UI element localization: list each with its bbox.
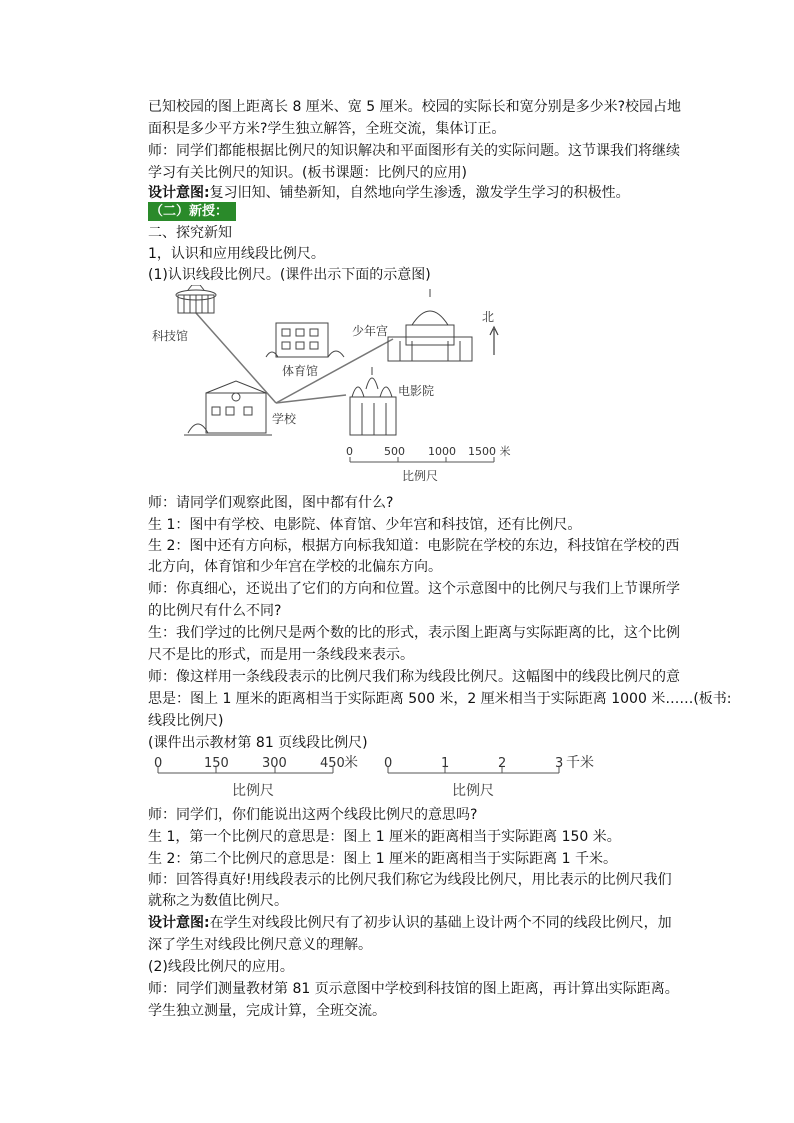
dialogue-line: 生 2：第二个比例尺的意思是：图上 1 厘米的距离相当于实际距离 1 千米。 — [148, 851, 617, 867]
design-intent-text: 在学生对线段比例尺有了初步认识的基础上设计两个不同的线段比例尺，加 — [209, 915, 672, 931]
map-scale-tick: 500 — [384, 445, 405, 458]
scale-two-tick: 3 — [555, 756, 564, 771]
dialogue-line: 师：同学们测量教材第 81 页示意图中学校到科技馆的图上距离，再计算出实际距离。 — [148, 981, 679, 997]
dialogue-line: 生 1：图中有学校、电影院、体育馆、少年宫和科技馆，还有比例尺。 — [148, 517, 582, 533]
map-scale-tick: 1000 — [428, 445, 456, 458]
scale-two-caption: 比例尺 — [452, 783, 494, 799]
science-museum-icon — [176, 285, 216, 313]
scale-one-tick: 0 — [154, 756, 163, 771]
design-intent-text: 复习旧知、铺垫新知，自然地向学生渗透，激发学生学习的积极性。 — [209, 185, 630, 201]
label-shaonian: 少年宫 — [352, 324, 389, 338]
section-heading: 二、探究新知 — [148, 225, 232, 241]
map-scale-tick: 1500 米 — [468, 445, 511, 458]
design-intent-line — [148, 912, 676, 934]
subsection-heading: 1，认识和应用线段比例尺。 — [148, 246, 325, 262]
scale-two-unit: 千米 — [566, 755, 594, 771]
text-line: 学习有关比例尺的知识。(板书课题：比例尺的应用) — [148, 165, 467, 181]
dialogue-line: 尺不是比的形式，而是用一条线段来表示。 — [148, 647, 414, 663]
dialogue-line: 生 2：图中还有方向标，根据方向标我知道：电影院在学校的东边，科技馆在学校的西 — [148, 538, 680, 554]
dialogue-line: 思是：图上 1 厘米的距离相当于实际距离 500 米，2 厘米相当于实际距离 1000 米……(板书: — [148, 691, 732, 707]
design-intent-label: 设计意图: — [148, 915, 210, 931]
scale-one-tick: 150 — [204, 756, 229, 771]
design-intent-label: 设计意图: — [148, 185, 210, 201]
map-illustration — [148, 285, 528, 485]
label-dianying: 电影院 — [398, 384, 435, 398]
text-line: 深了学生对线段比例尺意义的理解。 — [148, 937, 372, 953]
line-scales — [148, 753, 618, 803]
scale-one-tick: 450 — [320, 756, 345, 771]
dialogue-line: 师：像这样用一条线段表示的比例尺我们称为线段比例尺。这幅图中的线段比例尺的意 — [148, 669, 680, 685]
design-intent-line — [148, 182, 676, 204]
scale-one-caption: 比例尺 — [232, 783, 274, 799]
subsection-heading: (2)线段比例尺的应用。 — [148, 959, 294, 975]
scale-one — [158, 767, 333, 773]
dialogue-line: 师：回答得真好!用线段表示的比例尺我们称它为线段比例尺，用比表示的比例尺我们 — [148, 872, 672, 888]
dialogue-line: 的比例尺有什么不同? — [148, 603, 282, 619]
dialogue-line: 师：你真细心，还说出了它们的方向和位置。这个示意图中的比例尺与我们上节课所学 — [148, 581, 680, 597]
dialogue-line: 就称之为数值比例尺。 — [148, 893, 288, 909]
dialogue-line: 师：请同学们观察此图，图中都有什么? — [148, 495, 394, 511]
label-keji: 科技馆 — [152, 329, 189, 343]
north-arrow-icon — [490, 327, 498, 355]
section-tag: （二）新授： — [148, 202, 236, 221]
scale-two — [388, 767, 559, 773]
gym-icon — [266, 323, 344, 357]
cinema-icon — [350, 367, 396, 435]
dialogue-line: 生：我们学过的比例尺是两个数的比的形式，表示图上距离与实际距离的比，这个比例 — [148, 625, 680, 641]
text-line: 面积是多少平方米?学生独立解答，全班交流，集体订正。 — [148, 121, 506, 137]
dialogue-line: 北方向，体育馆和少年宫在学校的北偏东方向。 — [148, 559, 442, 575]
text-line: 师：同学们都能根据比例尺的知识解决和平面图形有关的实际问题。这节课我们将继续 — [148, 143, 680, 159]
text-line: 已知校园的图上距离长 8 厘米、宽 5 厘米。校园的实际长和宽分别是多少米?校园占地 — [148, 99, 682, 115]
dialogue-line: 生 1，第一个比例尺的意思是：图上 1 厘米的距离相当于实际距离 150 米。 — [148, 829, 621, 845]
map-scale-tick: 0 — [346, 445, 353, 458]
subsection-heading: (1)认识线段比例尺。(课件出示下面的示意图) — [148, 267, 431, 283]
scale-one-unit: 米 — [344, 755, 358, 771]
youth-palace-icon — [388, 289, 472, 361]
school-icon — [184, 381, 272, 435]
label-north: 北 — [482, 310, 495, 324]
dialogue-line: 线段比例尺) — [148, 713, 224, 729]
scale-two-tick: 2 — [498, 756, 507, 771]
map-scale-caption: 比例尺 — [402, 469, 439, 483]
scale-one-tick: 300 — [262, 756, 287, 771]
dialogue-line: 师：同学们，你们能说出这两个线段比例尺的意思吗? — [148, 807, 478, 823]
scale-two-tick: 0 — [384, 756, 393, 771]
scale-two-tick: 1 — [441, 756, 450, 771]
dialogue-line: 学生独立测量，完成计算，全班交流。 — [148, 1003, 386, 1019]
label-xuexiao: 学校 — [272, 412, 297, 426]
dialogue-line: (课件出示教材第 81 页线段比例尺) — [148, 735, 368, 751]
label-tiyu: 体育馆 — [282, 364, 319, 378]
